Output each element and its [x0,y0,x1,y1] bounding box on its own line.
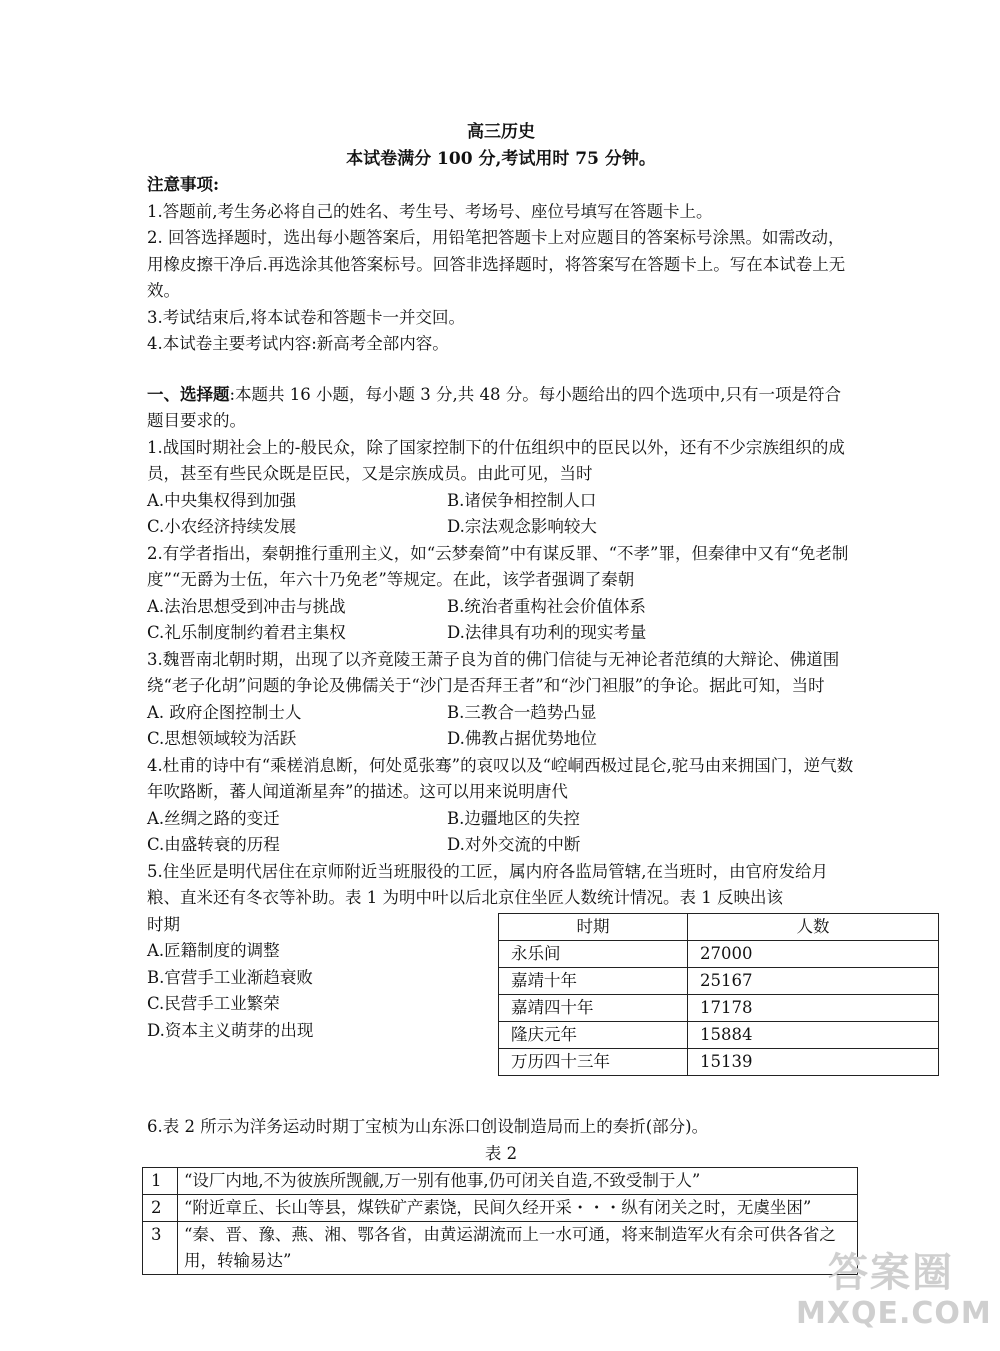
table-row [499,1021,939,1048]
option-a: A.法治思想受到冲击与挑战 [147,596,346,616]
table-cell-number: 3 [143,1222,178,1275]
question-5-body [147,912,855,1103]
spacer [147,1044,487,1102]
table-1-artisans [498,913,939,1076]
option-c: C.小农经济持续发展 [147,517,297,536]
option-a: A.匠籍制度的调整 [147,941,280,960]
table-row [499,940,939,967]
table-row [499,1048,939,1075]
table-cell-count: 15139 [688,1048,939,1075]
table-row [499,967,939,994]
table-row [143,1195,858,1222]
question-5-stem: 5.住坐匠是明代居住在京师附近当班服役的工匠，属内府各监局管辖,在当班时，由官府发给月粮、直米还有冬衣等补助。表 1 为明中叶以后北京住坐匠人数统计情况。表 1 反映出该 [147,861,828,907]
option-c: C.由盛转衰的历程 [147,835,280,854]
table-cell-period: 嘉靖十年 [499,967,688,994]
option-c: C.民营手工业繁荣 [147,994,280,1013]
table-cell-period: 万历四十三年 [499,1048,688,1075]
option-d: D.法律具有功利的现实考量 [447,623,647,642]
question-2-options-row [147,594,855,621]
question-5-options [147,912,487,1103]
column-header-count: 人数 [688,913,939,940]
table-cell-quote: “设厂内地,不为彼族所觊觎,万一别有他事,仍可闭关自造,不致受制于人” [178,1168,858,1195]
table-cell-period: 永乐间 [499,940,688,967]
page-title: 高三历史 [467,122,535,142]
table-cell-quote: “附近章丘、长山等县，煤铁矿产素饶，民间久经开采・・・纵有闭关之时，无虞坐困” [178,1195,858,1222]
option-b: B.诸侯争相控制人口 [447,490,597,510]
option-b: B.边疆地区的失控 [447,808,580,828]
watermark-logo: 答案圈 [828,1250,954,1296]
table-cell-count: 17178 [688,994,939,1021]
table-cell-count: 27000 [688,940,939,967]
table-header-row [499,913,939,940]
question-2-options-row [147,620,855,647]
option-d: D.佛教占据优势地位 [447,729,597,748]
spacer [147,1102,855,1114]
option-d: D.对外交流的中断 [447,835,581,854]
option-d: D.宗法观念影响较大 [447,517,597,536]
notice-heading: 注意事项: [147,175,220,194]
table-row [143,1222,858,1275]
question-1-stem: 1.战国时期社会上的-般民众，除了国家控制下的什伍组织中的臣民以外，还有不少宗族组织的成员，甚至有些民众既是臣民，又是宗族成员。由此可见，当时 [147,437,845,483]
option-a: A. 政府企图控制士人 [147,702,302,722]
spacer [147,358,855,382]
table-cell-quote: “秦、晋、豫、燕、湘、鄂各省，由黄运湖流而上一水可通，将来制造军火有余可供各省之用，转输易达” [178,1222,858,1275]
watermark-url: MXQE.COM [796,1296,992,1331]
question-1-options-row [147,488,855,515]
option-a: A.丝绸之路的变迁 [147,808,280,828]
question-5-stem-tail: 时期 [147,914,180,934]
table-cell-count: 25167 [688,967,939,994]
option-c: C.思想领域较为活跃 [147,729,297,748]
option-b: B.三教合一趋势凸显 [447,702,597,722]
question-1-options-row [147,514,855,541]
question-3-stem: 3.魏晋南北朝时期，出现了以齐竟陵王萧子良为首的佛门信徒与无神论者范缜的大辩论、佛道围绕“老子化胡”问题的争论及佛儒关于“沙门是否拜王者”和“沙门袒服”的争论。据此可知，当时 [147,649,840,695]
notice-item: 4.本试卷主要考试内容:新高考全部内容。 [147,334,449,353]
section-instructions: :本题共 16 小题，每小题 3 分,共 48 分。每小题给出的四个选项中,只有一项是符合题目要求的。 [147,384,842,430]
exam-page [147,118,855,1275]
question-4-stem: 4.杜甫的诗中有“乘槎消息断，何处觅张骞”的哀叹以及“崆峒西极过昆仑,驼马由来拥国门，逆气数年吹路断，蕃人闻道渐星奔”的描述。这可以用来说明唐代 [147,755,854,801]
option-a: A.中央集权得到加强 [147,490,297,510]
question-3-options-row [147,726,855,753]
notice-item: 3.考试结束后,将本试卷和答题卡一并交回。 [147,307,465,327]
table-cell-period: 隆庆元年 [499,1021,688,1048]
notice-item: 1.答题前,考生务必将自己的姓名、考生号、考场号、座位号填写在答题卡上。 [147,201,713,221]
question-2-stem: 2.有学者指出，秦朝推行重刑主义，如“云梦秦简”中有谋反罪、“不孝”罪，但秦律中又有“免老制度”“无爵为士伍，年六十乃免老”等规定。在此，该学者强调了秦朝 [147,543,849,589]
table-cell-count: 15884 [688,1021,939,1048]
section-heading [147,382,855,435]
option-b: B.统治者重构社会价值体系 [447,596,646,616]
column-header-period: 时期 [499,913,688,940]
notice-item: 2. 回答选择题时，选出每小题答案后，用铅笔把答题卡上对应题目的答案标号涂黑。如需改动，用橡皮擦干净后.再选涂其他答案标号。回答非选择题时，将答案写在答题卡上。写在本试卷上无效。 [147,228,846,300]
table-row [143,1168,858,1195]
table-row [499,994,939,1021]
option-b: B.官营手工业渐趋衰败 [147,967,313,987]
table-cell-period: 嘉靖四十年 [499,994,688,1021]
page-subtitle: 本试卷满分 100 分,考试用时 75 分钟。 [346,149,656,169]
table-cell-number: 1 [143,1168,178,1195]
option-c: C.礼乐制度制约着君主集权 [147,623,346,642]
table-2-caption: 表 2 [484,1143,518,1163]
question-6-stem: 6.表 2 所示为洋务运动时期丁宝桢为山东泺口创设制造局而上的奏折(部分)。 [147,1117,709,1136]
table-cell-number: 2 [143,1195,178,1222]
option-d: D.资本主义萌芽的出现 [147,1020,314,1040]
watermark [796,1249,992,1339]
question-4-options-row [147,832,855,859]
section-label: 一、选择题 [147,384,230,404]
table-2-memorial [142,1167,858,1275]
question-4-options-row [147,806,855,833]
question-3-options-row [147,700,855,727]
